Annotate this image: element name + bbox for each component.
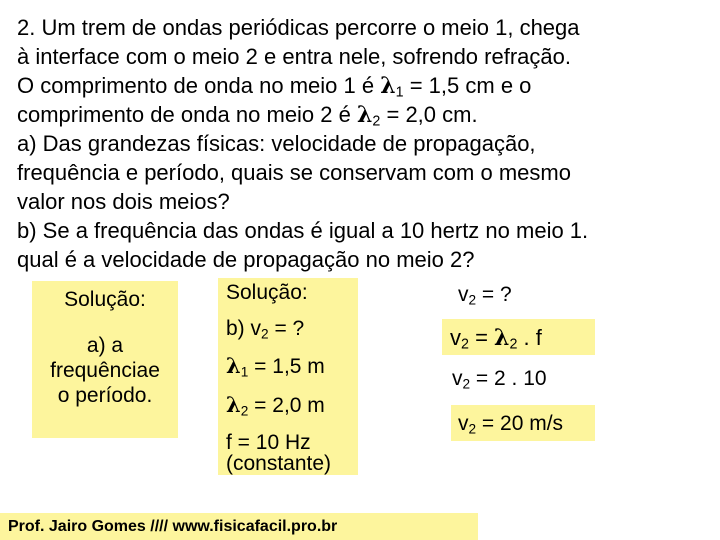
formula-equals: =: [468, 325, 495, 350]
unknown-v2: [458, 282, 512, 308]
lambda-symbol: λ: [380, 73, 396, 99]
v-symbol: v: [452, 367, 463, 390]
lambda-symbol: λ: [494, 325, 510, 351]
statement-line-4-value: = 2,0 cm.: [380, 102, 478, 127]
lambda1-line: [226, 353, 325, 380]
constant-note: (constante): [226, 452, 332, 475]
v-subscript: 2: [461, 336, 469, 353]
v-subscript: 2: [468, 292, 477, 308]
lambda-subscript: 1: [395, 84, 404, 101]
solution-title-middle: Solução:: [226, 281, 308, 304]
lambda-subscript: 2: [372, 113, 381, 130]
statement-line-7: valor nos dois meios?: [17, 189, 230, 214]
question-b-line: [226, 316, 304, 342]
frequency-line: f = 10 Hz: [226, 431, 311, 454]
formula-v2: [450, 325, 542, 351]
statement-line-5: a) Das grandezas físicas: velocidade de propagação,: [17, 131, 536, 156]
lambda2-line: [226, 392, 325, 419]
statement-line-8: b) Se a frequência das ondas é igual a 10 hertz no meio 1.: [17, 218, 589, 243]
lambda-symbol: λ: [226, 392, 241, 417]
formula-box: [442, 319, 595, 355]
lambda-subscript: 2: [240, 403, 249, 419]
solution-b-box: [218, 278, 358, 475]
answer-a-line-3: o período.: [57, 384, 153, 407]
lambda1-value: = 1,5 m: [248, 355, 325, 378]
statement-line-6: frequência e período, quais se conservam com o mesmo: [17, 160, 571, 185]
answer-a-line-2: frequênciae: [50, 359, 160, 382]
lambda-subscript: 2: [509, 336, 518, 353]
question-b-suffix: = ?: [268, 317, 305, 340]
v-symbol: v: [450, 325, 461, 350]
statement-line-3-value: = 1,5 cm e o: [403, 73, 532, 98]
v-subscript: 2: [462, 376, 471, 392]
answer-a-line-1: a) a: [86, 334, 124, 357]
substitution-value: = 2 . 10: [470, 367, 547, 390]
v-subscript: 2: [468, 421, 477, 437]
formula-suffix: . f: [517, 325, 542, 350]
solution-title-left: Solução:: [64, 288, 146, 311]
v-symbol: v: [458, 283, 469, 306]
statement-line-3-text: O comprimento de onda no meio 1 é: [17, 73, 381, 98]
lambda-symbol: λ: [356, 102, 373, 128]
statement-line-3: [17, 73, 531, 99]
v-subscript: 2: [261, 326, 269, 342]
statement-line-1: 2. Um trem de ondas periódicas percorre o meio 1, chega: [17, 15, 580, 40]
result-v2: [458, 411, 563, 437]
footer-credit: Prof. Jairo Gomes //// www.fisicafacil.pro.br: [0, 513, 478, 540]
lambda-symbol: λ: [226, 353, 241, 378]
lambda-subscript: 1: [240, 364, 249, 380]
statement-line-4: [17, 102, 478, 128]
substitution-line: [452, 366, 547, 392]
result-box: [451, 405, 595, 441]
question-b-prefix: b) v: [226, 317, 262, 340]
answer-a-box: [32, 281, 178, 438]
v-symbol: v: [458, 412, 469, 435]
lambda2-value: = 2,0 m: [248, 394, 325, 417]
unknown-suffix: = ?: [476, 283, 512, 306]
statement-line-4-text: comprimento de onda no meio 2 é: [17, 102, 357, 127]
result-value: = 20 m/s: [476, 412, 564, 435]
statement-line-2: à interface com o meio 2 e entra nele, sofrendo refração.: [17, 44, 571, 69]
statement-line-9: qual é a velocidade de propagação no meio 2?: [17, 247, 475, 272]
